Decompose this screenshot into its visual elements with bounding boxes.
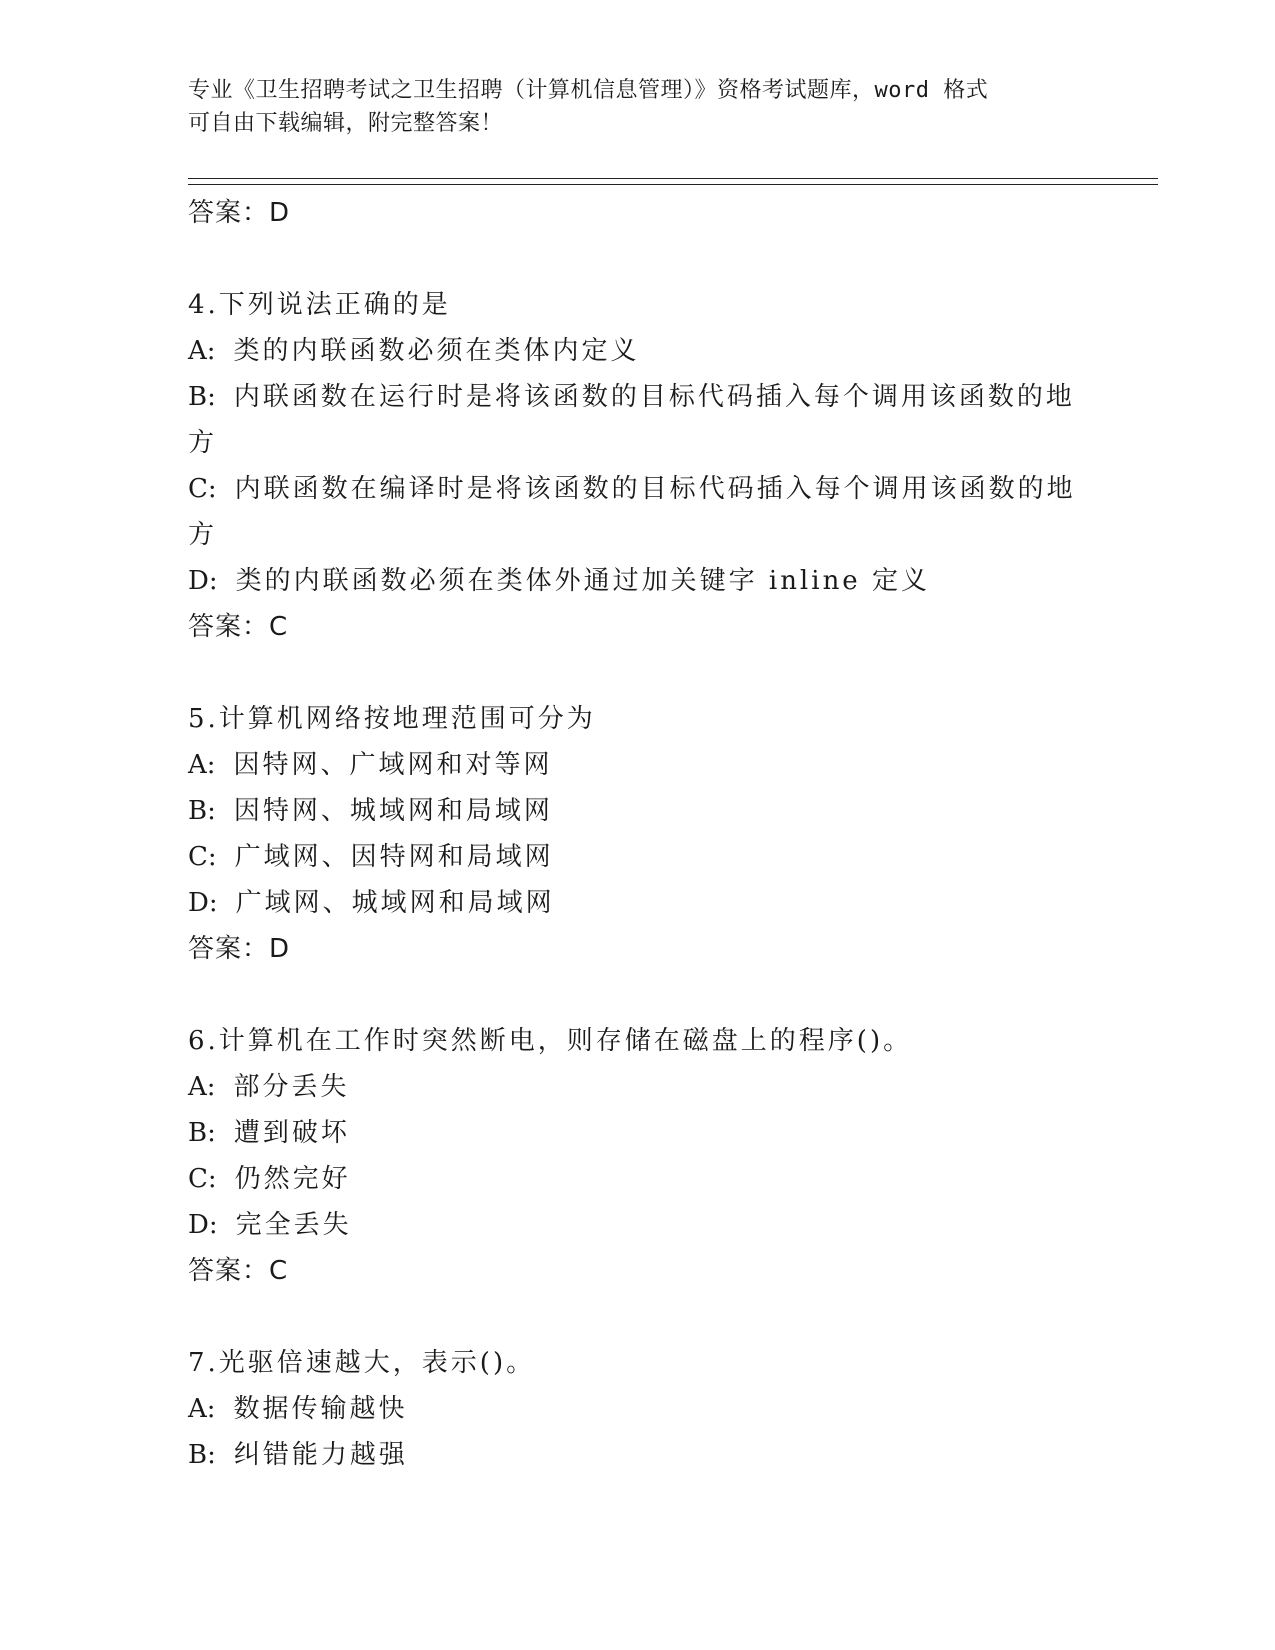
spacer	[188, 236, 1088, 282]
option-b	[188, 788, 1088, 834]
option-letter: D:	[188, 566, 218, 596]
question-6	[188, 1018, 1088, 1294]
spacer	[188, 972, 1088, 1018]
option-c	[188, 466, 1088, 512]
option-text: 因特网、广域网和对等网	[233, 750, 553, 780]
option-a	[188, 1064, 1088, 1110]
question-content	[188, 190, 1088, 1478]
question-5	[188, 696, 1088, 972]
option-letter: A:	[188, 750, 216, 780]
option-a	[188, 1386, 1088, 1432]
option-letter: A:	[188, 1394, 216, 1424]
option-text: 因特网、城域网和局域网	[233, 796, 553, 826]
option-d	[188, 558, 1088, 604]
option-text: 类的内联函数必须在类体内定义	[233, 336, 640, 366]
answer: 答案：C	[188, 1256, 289, 1286]
option-letter: B:	[188, 1118, 216, 1148]
option-b	[188, 374, 1088, 420]
option-text: 广域网、城域网和局域网	[235, 888, 555, 918]
previous-answer: 答案：D	[188, 198, 291, 228]
option-text: 类的内联函数必须在类体外通过加关键字 inline 定义	[235, 566, 930, 596]
option-b	[188, 1432, 1088, 1478]
option-text: 广域网、因特网和局域网	[234, 842, 554, 872]
question-stem: 7.光驱倍速越大，表示()。	[188, 1348, 536, 1378]
question-stem: 4.下列说法正确的是	[188, 290, 451, 320]
option-d	[188, 1202, 1088, 1248]
document-header	[188, 74, 1088, 140]
option-letter: D:	[188, 1210, 218, 1240]
option-letter: C:	[188, 474, 217, 504]
option-letter: A:	[188, 1072, 216, 1102]
option-text: 完全丢失	[235, 1210, 352, 1240]
option-b-wrap: 方	[188, 428, 218, 458]
option-text: 数据传输越快	[233, 1394, 408, 1424]
question-7	[188, 1340, 1088, 1478]
option-letter: C:	[188, 1164, 217, 1194]
header-rule-bottom	[188, 184, 1158, 185]
option-text: 内联函数在编译时是将该函数的目标代码插入每个调用该函数的地	[234, 474, 1076, 504]
option-letter: B:	[188, 382, 216, 412]
question-4	[188, 282, 1088, 650]
header-rule-top	[188, 178, 1158, 179]
option-text: 遭到破坏	[233, 1118, 350, 1148]
question-stem: 6.计算机在工作时突然断电，则存储在磁盘上的程序()。	[188, 1026, 913, 1056]
option-a	[188, 328, 1088, 374]
spacer	[188, 650, 1088, 696]
option-letter: D:	[188, 888, 218, 918]
option-letter: B:	[188, 1440, 216, 1470]
option-text: 内联函数在运行时是将该函数的目标代码插入每个调用该函数的地	[233, 382, 1075, 412]
option-letter: A:	[188, 336, 216, 366]
option-b	[188, 1110, 1088, 1156]
option-text: 仍然完好	[234, 1164, 351, 1194]
option-c	[188, 834, 1088, 880]
question-stem: 5.计算机网络按地理范围可分为	[188, 704, 596, 734]
option-c	[188, 1156, 1088, 1202]
option-letter: B:	[188, 796, 216, 826]
spacer	[188, 1294, 1088, 1340]
header-line-1: 专业《卫生招聘考试之卫生招聘（计算机信息管理）》资格考试题库，word 格式	[188, 78, 989, 103]
option-d	[188, 880, 1088, 926]
option-text: 部分丢失	[233, 1072, 350, 1102]
option-letter: C:	[188, 842, 217, 872]
answer: 答案：C	[188, 612, 289, 642]
option-a	[188, 742, 1088, 788]
header-line-2: 可自由下载编辑，附完整答案！	[188, 111, 504, 136]
option-text: 纠错能力越强	[233, 1440, 408, 1470]
answer: 答案：D	[188, 934, 291, 964]
option-c-wrap: 方	[188, 520, 218, 550]
